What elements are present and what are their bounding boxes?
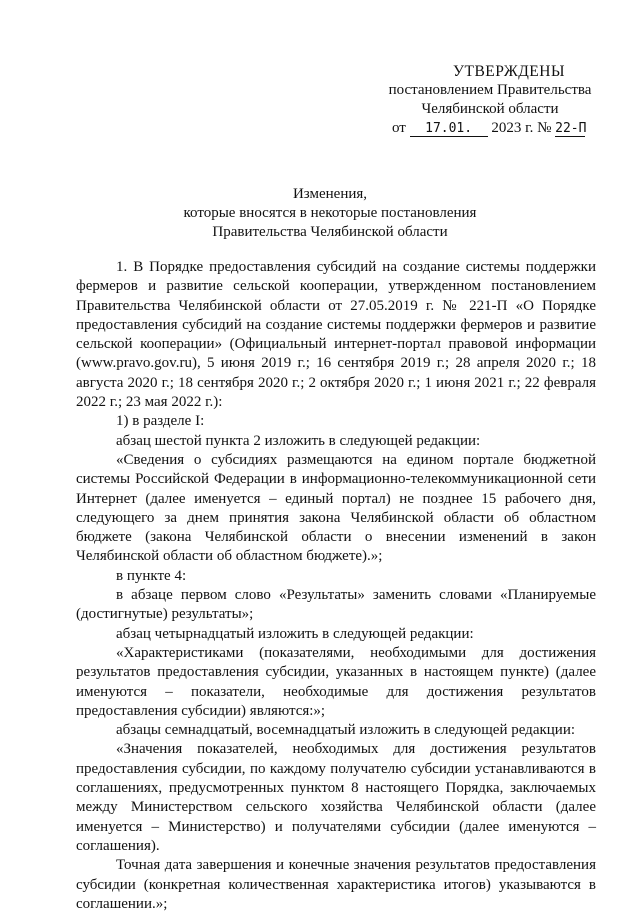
date-suffix: 2023 г. № xyxy=(491,120,552,136)
approval-region: Челябинской области xyxy=(421,101,559,117)
date-prefix: от xyxy=(392,120,406,136)
document-body xyxy=(76,258,596,914)
paragraph: Точная дата завершения и конечные значения результатов предоставления субсидии (конкретная количественная характеристика итогов) указываются в соглашении.»; xyxy=(76,857,596,912)
document-title xyxy=(60,185,600,242)
title-line-1: Изменения, xyxy=(292,186,368,202)
approval-date-line xyxy=(380,119,600,138)
title-line-3: Правительства Челябинской области xyxy=(212,224,448,240)
title-line-2: которые вносятся в некоторые постановления xyxy=(183,205,477,221)
paragraph: абзац шестой пункта 2 изложить в следующей редакции: xyxy=(116,432,481,449)
paragraph: «Характеристиками (показателями, необходимыми для достижения результатов предоставления субсидии, указанных в настоящем пункте) (далее именуются – показатели, необходимые для достижения результатов предоставления субсидии) являются:»; xyxy=(76,644,596,719)
approval-heading: УТВЕРЖДЕНЫ xyxy=(453,63,565,80)
paragraph: в абзаце первом слово «Результаты» заменить словами «Планируемые (достигнутые) результаты»; xyxy=(76,587,596,623)
approval-authority: постановлением Правительства xyxy=(388,82,592,98)
approval-date: 17.01. xyxy=(410,121,488,137)
paragraph: «Сведения о субсидиях размещаются на едином портале бюджетной системы Российской Федерации в информационно-телекоммуникационной сети Интернет (далее именуется – единый портал) не позднее 15 рабочего дня, следующего за днем принятия закона Челябинской области об областном бюджете (закона Челябинской области о внесении изменений в закон Челябинской области об областном бюджете).»; xyxy=(76,451,596,565)
approval-block xyxy=(380,62,600,138)
paragraph: абзацы семнадцатый, восемнадцатый изложить в следующей редакции: xyxy=(116,722,576,739)
paragraph: «Значения показателей, необходимых для достижения результатов предоставления субсидии, по каждому получателю субсидии устанавливаются в соглашениях, предусмотренных пунктом 8 настоящего Порядка, заключаемых между Министерством сельского хозяйства Челябинской области (далее именуется – Министерство) и получателями субсидии (далее именуются – соглашения). xyxy=(76,741,596,854)
paragraph: 1) в разделе I: xyxy=(116,413,205,430)
paragraph: абзац четырнадцатый изложить в следующей редакции: xyxy=(116,625,474,642)
paragraph: 1. В Порядке предоставления субсидий на создание системы поддержки фермеров и развитие сельской кооперации, утвержденном постановлением Правительства Челябинской области от 27.05.2019 г. № 221-П «О Порядке предоставления субсидий на создание системы поддержки фермеров и развитие сельской кооперации» (Официальный интернет-портал правовой информации (www.pravo.gov.ru), 5 июня 2019 г.; 16 сентября 2019 г.; 28 апреля 2020 г.; 18 августа 2020 г.; 18 сентября 2020 г.; 2 октября 2020 г.; 1 июня 2021 г.; 22 февраля 2022 г.; 23 мая 2022 г.): xyxy=(76,259,596,411)
paragraph: в пункте 4: xyxy=(116,567,187,584)
approval-number: 22-П xyxy=(555,121,587,136)
